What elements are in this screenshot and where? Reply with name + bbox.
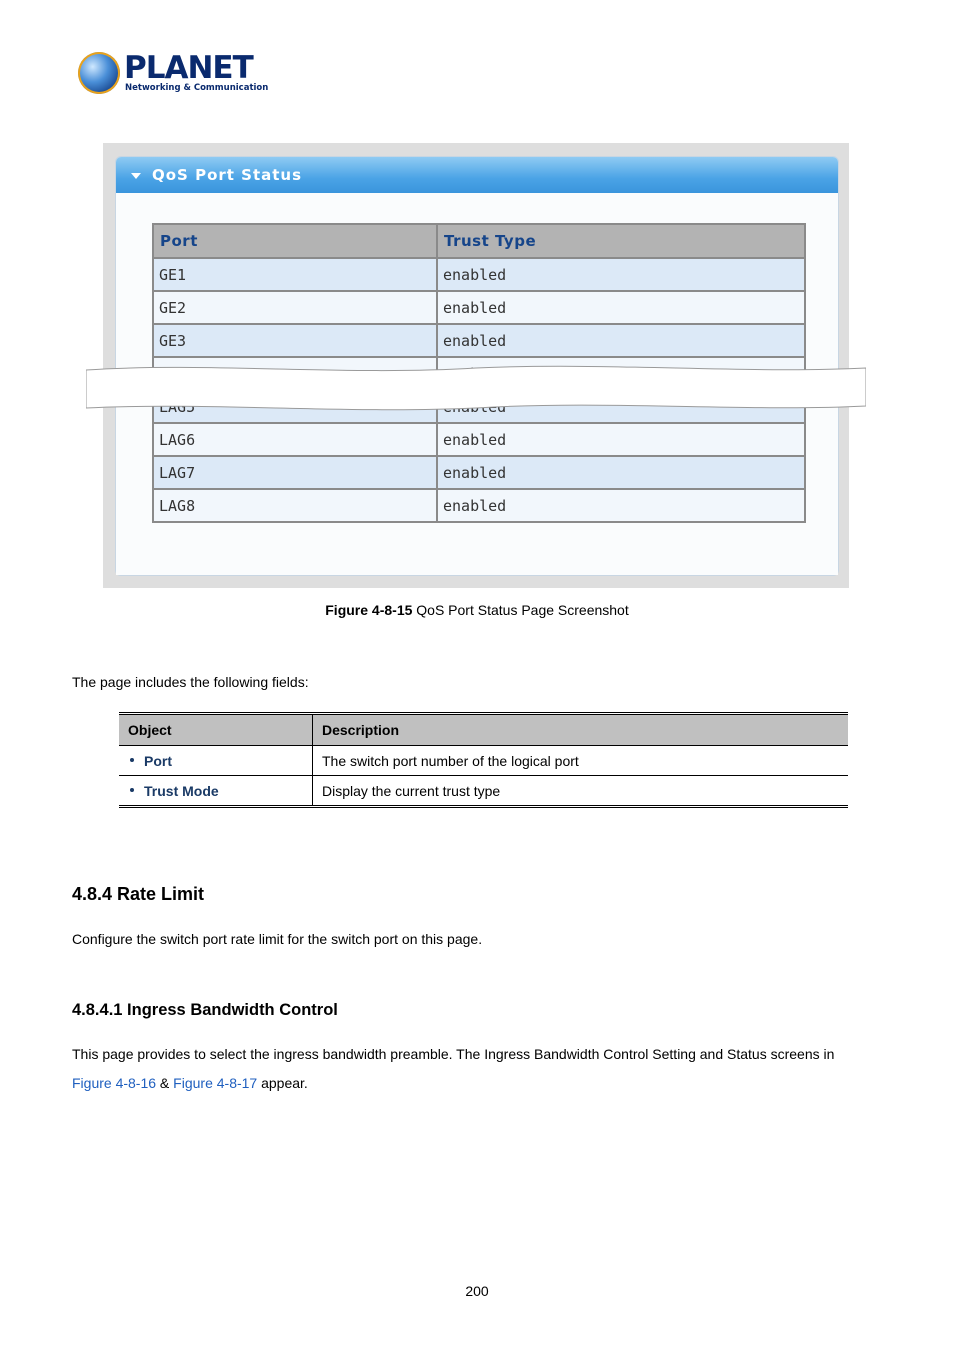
- col-header-description: Description: [313, 714, 849, 746]
- col-header-port: Port: [153, 224, 437, 258]
- fields-header-row: [119, 714, 848, 746]
- cell-trust: enabled: [437, 423, 805, 456]
- table-header-row: [153, 224, 805, 258]
- col-header-trust-type: Trust Type: [437, 224, 805, 258]
- bullet-icon: [130, 758, 134, 762]
- object-name: Port: [144, 752, 172, 769]
- table-row: [153, 456, 805, 489]
- figure-link-4-8-17[interactable]: Figure 4-8-17: [173, 1075, 258, 1091]
- cell-trust: enabled: [437, 456, 805, 489]
- bullet-icon: [130, 788, 134, 792]
- logo-tagline: Networking & Communication: [125, 83, 269, 93]
- figure-link-4-8-16[interactable]: Figure 4-8-16: [72, 1075, 157, 1091]
- object-cell: [119, 776, 313, 807]
- section-text: Configure the switch port rate limit for the switch port on this page.: [72, 931, 483, 947]
- logo-wordmark: PLANET: [124, 50, 253, 86]
- fields-table: [119, 712, 848, 808]
- subsection-text: [72, 1040, 872, 1098]
- cell-port: GE1: [153, 258, 437, 291]
- description-cell: The switch port number of the logical port: [313, 746, 849, 776]
- amp-text: &: [156, 1075, 174, 1091]
- table-row: [153, 324, 805, 357]
- table-row: [153, 423, 805, 456]
- cell-port: LAG6: [153, 423, 437, 456]
- planet-logo: [78, 50, 269, 98]
- subsection-heading: 4.8.4.1 Ingress Bandwidth Control: [72, 1001, 338, 1019]
- caption-label: Figure 4-8-15: [325, 602, 413, 618]
- cell-trust: enabled: [437, 489, 805, 522]
- col-header-object: Object: [119, 714, 313, 746]
- panel-header[interactable]: [116, 157, 838, 193]
- intro-text: The page includes the following fields:: [72, 674, 309, 690]
- table-row: [153, 258, 805, 291]
- subsection-line1: This page provides to select the ingress bandwidth preamble. The Ingress Bandwidth Control Setting and Status screens in: [72, 1046, 835, 1062]
- cell-trust: enabled: [437, 324, 805, 357]
- collapse-triangle-icon[interactable]: [131, 173, 141, 179]
- section-heading: 4.8.4 Rate Limit: [72, 884, 205, 904]
- figure-caption: [0, 602, 954, 618]
- cell-trust: enabled: [437, 258, 805, 291]
- cell-port: GE3: [153, 324, 437, 357]
- table-row: [119, 776, 848, 807]
- table-row: [153, 489, 805, 522]
- table-row: [119, 746, 848, 776]
- cell-port: LAG8: [153, 489, 437, 522]
- object-cell: [119, 746, 313, 776]
- table-row: [153, 291, 805, 324]
- cell-trust: enabled: [437, 291, 805, 324]
- caption-text: QoS Port Status Page Screenshot: [412, 602, 629, 618]
- object-name: Trust Mode: [144, 782, 219, 799]
- description-cell: Display the current trust type: [313, 776, 849, 807]
- tail-text: appear.: [257, 1075, 308, 1091]
- page-number: 200: [465, 1283, 489, 1299]
- table-cut-overlay: [86, 362, 866, 414]
- cell-port: GE2: [153, 291, 437, 324]
- cell-port: LAG7: [153, 456, 437, 489]
- panel-title: QoS Port Status: [152, 166, 303, 184]
- globe-icon: [78, 52, 120, 94]
